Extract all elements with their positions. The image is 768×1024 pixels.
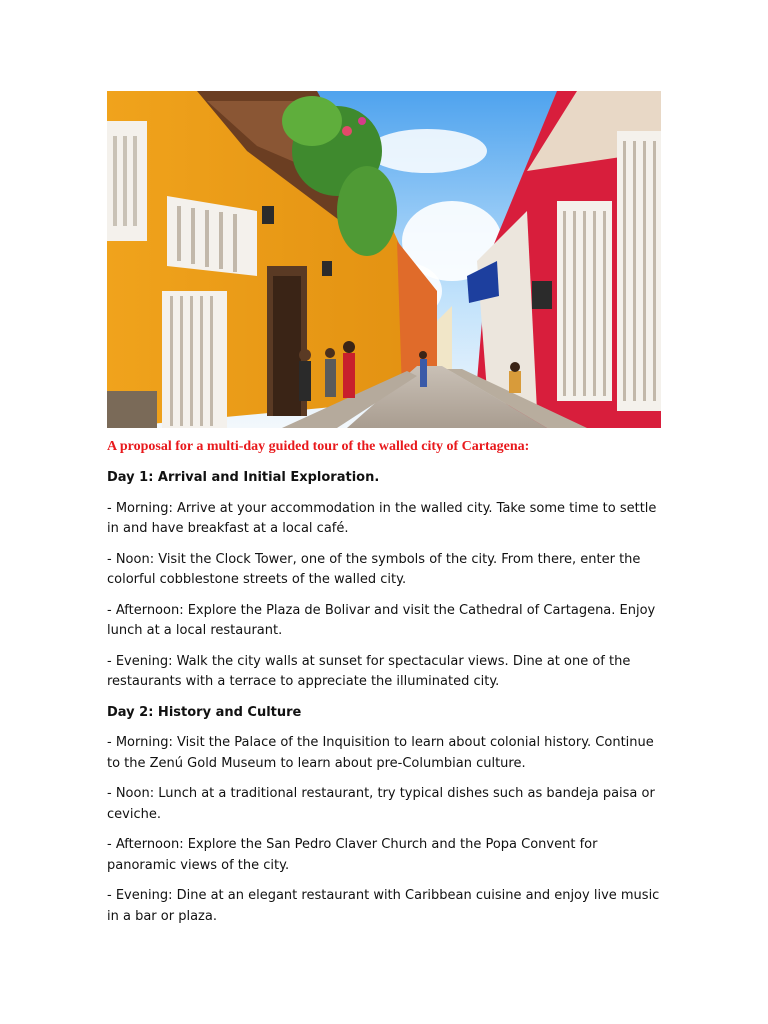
cartagena-street-photo: [107, 91, 661, 428]
itinerary-item: - Morning: Arrive at your accommodation in the walled city. Take some time to settle in and have breakfast at a local café.: [107, 500, 657, 536]
itinerary-item: - Evening: Walk the city walls at sunset for spectacular views. Dine at one of the restaurants with a terrace to appreciate the illuminated city.: [107, 653, 631, 689]
itinerary-item: - Noon: Visit the Clock Tower, one of the symbols of the city. From there, enter the colorful cobblestone streets of the walled city.: [107, 551, 641, 587]
itinerary-item: - Evening: Dine at an elegant restaurant with Caribbean cuisine and enjoy live music in a bar or plaza.: [107, 888, 660, 924]
itinerary-item: - Noon: Lunch at a traditional restaurant, try typical dishes such as bandeja paisa or ceviche.: [107, 786, 655, 822]
itinerary-item: - Afternoon: Explore the San Pedro Claver Church and the Popa Convent for panoramic views of the city.: [107, 837, 598, 873]
day-title: Day 1: Arrival and Initial Exploration.: [107, 470, 380, 485]
itinerary: [107, 468, 667, 927]
proposal-title: A proposal for a multi-day guided tour of the walled city of Cartagena:: [107, 439, 530, 454]
day-title: Day 2: History and Culture: [107, 704, 302, 720]
itinerary-item: - Morning: Visit the Palace of the Inquisition to learn about colonial history. Continue to the Zenú Gold Museum to learn about pre-Columbian culture.: [107, 735, 654, 771]
itinerary-item: - Afternoon: Explore the Plaza de Bolivar and visit the Cathedral of Cartagena. Enjoy lunch at a local restaurant.: [107, 602, 656, 638]
